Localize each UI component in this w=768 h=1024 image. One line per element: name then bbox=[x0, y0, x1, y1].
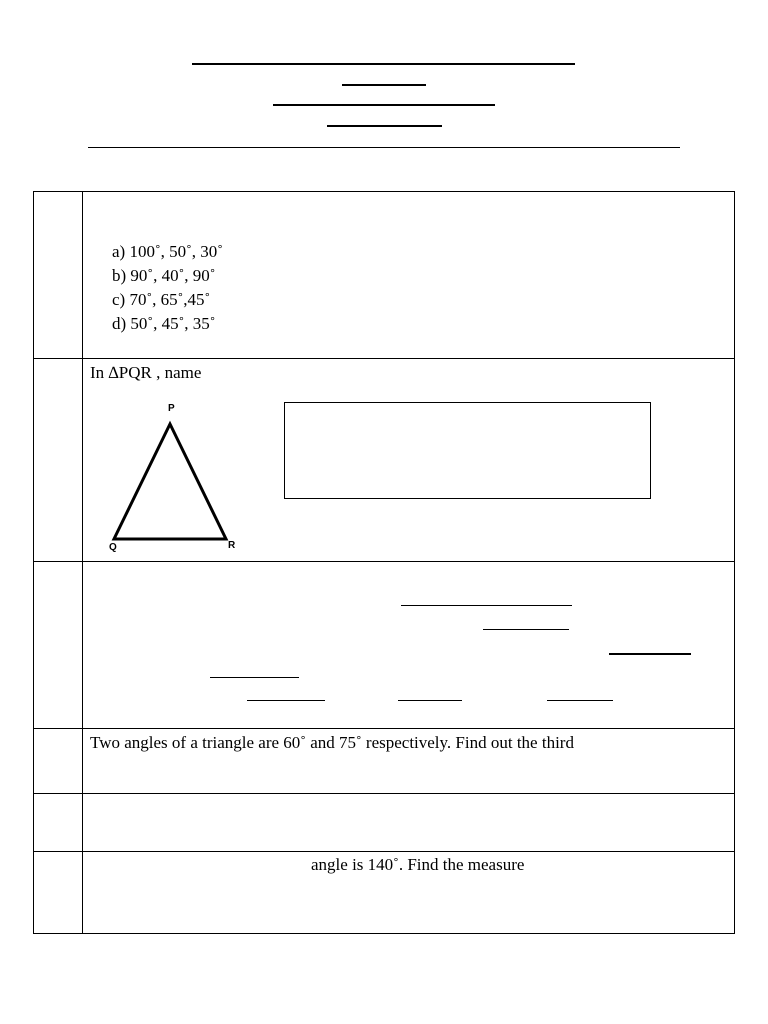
header-line-2 bbox=[342, 84, 426, 86]
vertex-label-r: R bbox=[228, 540, 236, 551]
header-line-3 bbox=[273, 104, 495, 106]
table-row-divider-3 bbox=[33, 728, 735, 729]
question-2-text: In ∆PQR , name bbox=[90, 363, 202, 382]
header-line-4 bbox=[327, 125, 442, 127]
answer-box[interactable] bbox=[284, 402, 651, 499]
table-number-column-divider bbox=[82, 191, 83, 934]
table-row-divider-1 bbox=[33, 358, 735, 359]
vertex-label-q: Q bbox=[109, 542, 117, 553]
blank-1[interactable] bbox=[401, 605, 572, 606]
blank-4[interactable] bbox=[210, 677, 299, 678]
question-4-text: Two angles of a triangle are 60˚ and 75˚ respectively. Find out the third bbox=[90, 733, 574, 752]
table-row-divider-5 bbox=[33, 851, 735, 852]
option-a: a) 100˚, 50˚, 30˚ bbox=[112, 242, 223, 261]
vertex-label-p: P bbox=[168, 403, 175, 414]
blank-6[interactable] bbox=[398, 700, 462, 701]
blank-7[interactable] bbox=[547, 700, 613, 701]
triangle-pqr bbox=[114, 424, 226, 539]
table-row-divider-2 bbox=[33, 561, 735, 562]
option-c: c) 70˚, 65˚,45˚ bbox=[112, 290, 211, 309]
blank-5[interactable] bbox=[247, 700, 325, 701]
triangle-pqr-figure bbox=[100, 400, 250, 560]
header-line-1 bbox=[192, 63, 575, 65]
option-d: d) 50˚, 45˚, 35˚ bbox=[112, 314, 216, 333]
question-6-text: angle is 140˚. Find the measure bbox=[311, 855, 525, 874]
table-row-divider-4 bbox=[33, 793, 735, 794]
option-b: b) 90˚, 40˚, 90˚ bbox=[112, 266, 216, 285]
header-line-5 bbox=[88, 147, 680, 148]
blank-2[interactable] bbox=[483, 629, 569, 630]
blank-3[interactable] bbox=[609, 653, 691, 655]
